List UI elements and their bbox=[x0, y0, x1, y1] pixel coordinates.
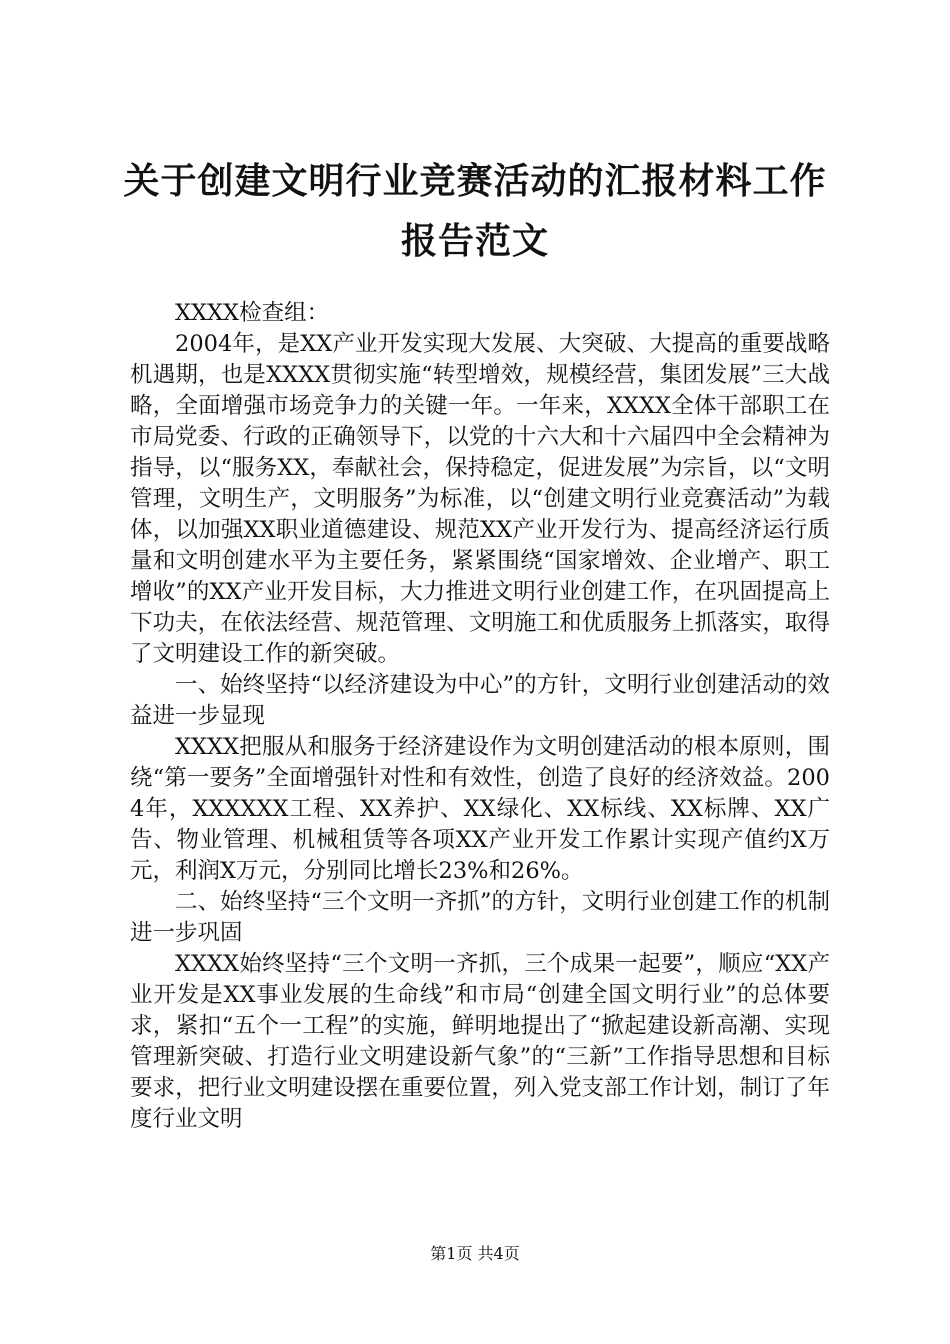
salutation-paragraph: XXXX检查组： bbox=[175, 300, 330, 326]
section-1-paragraph: XXXX把服从和服务于经济建设作为文明创建活动的根本原则，围绕“第一要务”全面增强针对性和有效性，创造了良好的经济效益。2004年，XXXXXX工程、XX养护、XX绿化、XX标线、XX标牌、XX广告、物业管理、机械租赁等各项XX产业开发工作累计实现产值约X万元，利润X万元，分别同比增长23%和26%。 bbox=[130, 734, 830, 884]
intro-paragraph: 2004年，是XX产业开发实现大发展、大突破、大提高的重要战略机遇期，也是XXXX贯彻实施“转型增效，规模经营，集团发展”三大战略，全面增强市场竞争力的关键一年。一年来，XXXX全体干部职工在市局党委、行政的正确领导下，以党的十六大和十六届四中全会精神为指导，以“服务XX，奉献社会，保持稳定，促进发展”为宗旨，以“文明管理，文明生产，文明服务”为标准，以“创建文明行业竞赛活动”为载体，以加强XX职业道德建设、规范XX产业开发行为、提高经济运行质量和文明创建水平为主要任务，紧紧围绕“国家增效、企业增产、职工增收”的XX产业开发目标，大力推进文明行业创建工作，在巩固提高上下功夫，在依法经营、规范管理、文明施工和优质服务上抓落实，取得了文明建设工作的新突破。 bbox=[130, 331, 830, 667]
section-heading-2: 二、始终坚持“三个文明一齐抓”的方针，文明行业创建工作的机制进一步巩固 bbox=[130, 889, 830, 946]
document-title: 关于创建文明行业竞赛活动的汇报材料工作报告范文 bbox=[123, 161, 827, 262]
section-heading-1: 一、始终坚持“以经济建设为中心”的方针，文明行业创建活动的效益进一步显现 bbox=[130, 672, 830, 729]
document-body bbox=[130, 298, 830, 1135]
section-2-paragraph: XXXX始终坚持“三个文明一齐抓，三个成果一起要”，顺应“XX产业开发是XX事业发展的生命线”和市局“创建全国文明行业”的总体要求，紧扣“五个一工程”的实施，鲜明地提出了“掀起建设新高潮、实现管理新突破、打造行业文明建设新气象”的“三新”工作指导思想和目标要求，把行业文明建设摆在重要位置，列入党支部工作计划，制订了年度行业文明 bbox=[130, 951, 830, 1132]
page-number-footer: 第1页 共4页 bbox=[430, 1244, 520, 1263]
